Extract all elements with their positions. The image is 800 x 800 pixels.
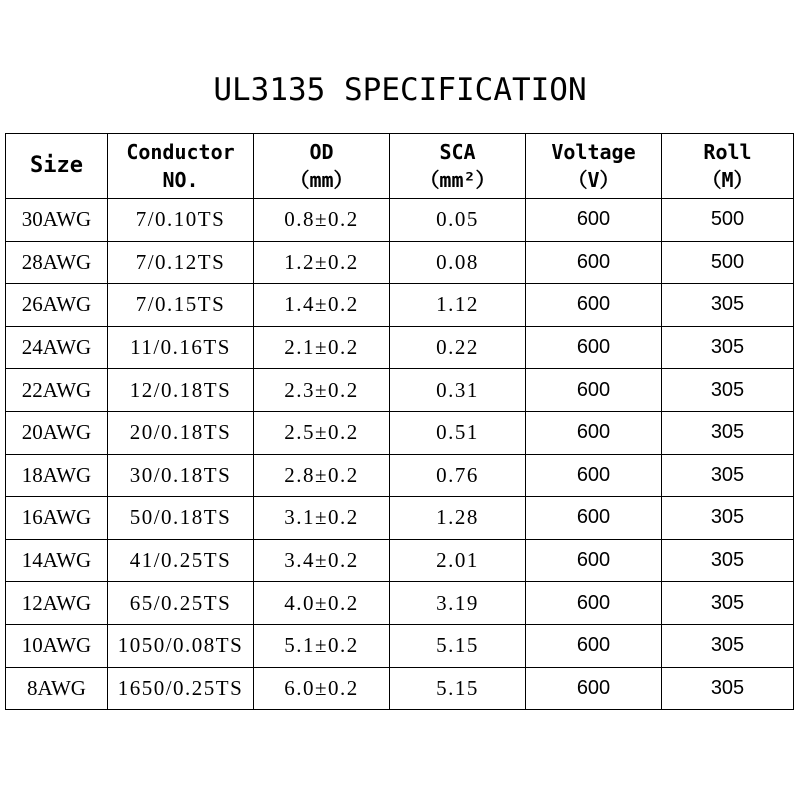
cell-sca: 1.28: [390, 497, 526, 540]
cell-voltage: 600: [526, 454, 662, 497]
cell-roll: 305: [662, 582, 794, 625]
header-roll-line2: （M）: [701, 168, 754, 192]
cell-size: 18AWG: [6, 454, 108, 497]
cell-conductor: 1050/0.08TS: [108, 624, 254, 667]
table-row: [6, 284, 794, 327]
cell-conductor: 11/0.16TS: [108, 326, 254, 369]
cell-sca: 3.19: [390, 582, 526, 625]
cell-conductor: 12/0.18TS: [108, 369, 254, 412]
header-voltage: [526, 134, 662, 199]
cell-size: 14AWG: [6, 539, 108, 582]
cell-roll: 305: [662, 454, 794, 497]
cell-od: 0.8±0.2: [254, 199, 390, 242]
cell-sca: 0.51: [390, 411, 526, 454]
cell-voltage: 600: [526, 284, 662, 327]
header-sca: [390, 134, 526, 199]
cell-roll: 305: [662, 624, 794, 667]
header-roll-line1: Roll: [703, 140, 752, 164]
cell-voltage: 600: [526, 624, 662, 667]
table-row: [6, 667, 794, 710]
cell-size: 26AWG: [6, 284, 108, 327]
header-sca-line1: SCA: [439, 140, 476, 164]
cell-voltage: 600: [526, 582, 662, 625]
cell-od: 3.4±0.2: [254, 539, 390, 582]
cell-conductor: 7/0.10TS: [108, 199, 254, 242]
cell-voltage: 600: [526, 241, 662, 284]
cell-voltage: 600: [526, 539, 662, 582]
table-row: [6, 241, 794, 284]
table-row: [6, 497, 794, 540]
cell-size: 28AWG: [6, 241, 108, 284]
header-voltage-line2: （V）: [567, 168, 620, 192]
header-conductor: [108, 134, 254, 199]
cell-conductor: 7/0.12TS: [108, 241, 254, 284]
cell-od: 5.1±0.2: [254, 624, 390, 667]
cell-od: 2.1±0.2: [254, 326, 390, 369]
cell-conductor: 65/0.25TS: [108, 582, 254, 625]
page-title: UL3135 SPECIFICATION: [213, 72, 587, 108]
cell-roll: 305: [662, 284, 794, 327]
cell-size: 16AWG: [6, 497, 108, 540]
cell-conductor: 20/0.18TS: [108, 411, 254, 454]
cell-roll: 305: [662, 539, 794, 582]
cell-sca: 0.08: [390, 241, 526, 284]
table-row: [6, 454, 794, 497]
cell-roll: 305: [662, 497, 794, 540]
cell-od: 1.2±0.2: [254, 241, 390, 284]
cell-sca: 1.12: [390, 284, 526, 327]
cell-size: 30AWG: [6, 199, 108, 242]
cell-conductor: 7/0.15TS: [108, 284, 254, 327]
header-od-line2: （mm）: [289, 168, 354, 192]
table-row: [6, 582, 794, 625]
specification-table: [5, 133, 794, 710]
header-voltage-line1: Voltage: [551, 140, 636, 164]
cell-od: 2.5±0.2: [254, 411, 390, 454]
cell-roll: 500: [662, 241, 794, 284]
table-row: [6, 624, 794, 667]
table-header-row: [6, 134, 794, 199]
cell-conductor: 50/0.18TS: [108, 497, 254, 540]
header-conductor-line1: Conductor: [126, 140, 235, 164]
cell-sca: 2.01: [390, 539, 526, 582]
cell-sca: 5.15: [390, 624, 526, 667]
cell-od: 1.4±0.2: [254, 284, 390, 327]
cell-sca: 0.05: [390, 199, 526, 242]
cell-roll: 305: [662, 667, 794, 710]
cell-roll: 305: [662, 326, 794, 369]
cell-size: 10AWG: [6, 624, 108, 667]
cell-od: 4.0±0.2: [254, 582, 390, 625]
cell-conductor: 41/0.25TS: [108, 539, 254, 582]
header-od: [254, 134, 390, 199]
cell-sca: 5.15: [390, 667, 526, 710]
cell-voltage: 600: [526, 411, 662, 454]
cell-roll: 305: [662, 369, 794, 412]
table-row: [6, 199, 794, 242]
cell-sca: 0.22: [390, 326, 526, 369]
table-row: [6, 411, 794, 454]
cell-roll: 305: [662, 411, 794, 454]
cell-roll: 500: [662, 199, 794, 242]
cell-voltage: 600: [526, 199, 662, 242]
header-sca-line2: （mm²）: [419, 168, 496, 192]
cell-od: 2.8±0.2: [254, 454, 390, 497]
cell-voltage: 600: [526, 369, 662, 412]
cell-sca: 0.76: [390, 454, 526, 497]
cell-sca: 0.31: [390, 369, 526, 412]
table-row: [6, 326, 794, 369]
cell-conductor: 30/0.18TS: [108, 454, 254, 497]
table-row: [6, 539, 794, 582]
table-row: [6, 369, 794, 412]
cell-od: 2.3±0.2: [254, 369, 390, 412]
cell-voltage: 600: [526, 667, 662, 710]
cell-od: 3.1±0.2: [254, 497, 390, 540]
cell-voltage: 600: [526, 497, 662, 540]
cell-size: 22AWG: [6, 369, 108, 412]
cell-voltage: 600: [526, 326, 662, 369]
cell-conductor: 1650/0.25TS: [108, 667, 254, 710]
cell-size: 24AWG: [6, 326, 108, 369]
cell-od: 6.0±0.2: [254, 667, 390, 710]
header-conductor-line2: NO.: [162, 168, 199, 192]
cell-size: 8AWG: [6, 667, 108, 710]
cell-size: 20AWG: [6, 411, 108, 454]
header-size: Size: [6, 134, 108, 199]
header-od-line1: OD: [309, 140, 334, 164]
header-roll: [662, 134, 794, 199]
cell-size: 12AWG: [6, 582, 108, 625]
